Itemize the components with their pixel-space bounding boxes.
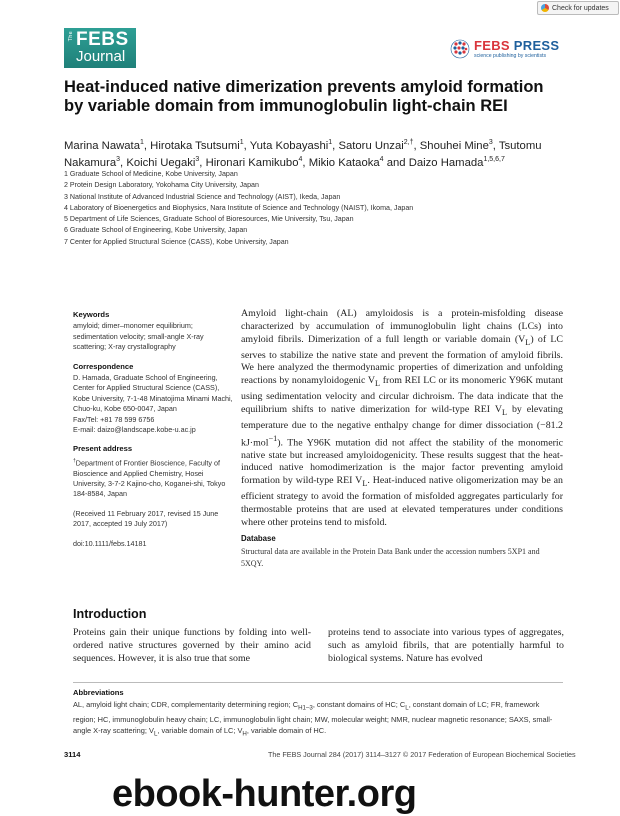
affiliation-item: 6 Graduate School of Engineering, Kobe University, Japan <box>64 226 248 235</box>
watermark: ebook-hunter.org <box>112 773 417 815</box>
database-heading: Database <box>241 534 276 543</box>
introduction-left-column: Proteins gain their unique functions by folding into well-ordered native structures governed by their amino acid sequences. However, it is also true that some <box>73 627 311 664</box>
press-name-febs: FEBS <box>474 38 510 53</box>
author-affiliation-sup: 2,† <box>403 139 414 146</box>
subscript: L <box>362 479 368 489</box>
author-name: Shouhei Mine <box>419 139 489 152</box>
abstract-text: by elevating temperature due to the negative enthalpy change for dimer dissociation (−81.2 kJ·mol <box>241 403 563 448</box>
author-affiliation-sup: 1 <box>239 139 244 146</box>
affiliation-item: 4 Laboratory of Bioenergetics and Biophysics, Nara Institute of Science and Technology (NAIST), Ikoma, Japan <box>64 203 414 212</box>
author-name: Mikio Kataoka <box>308 157 380 170</box>
abstract-text: ) of LC serves to stabilize the native state and prevent the formation of amyloid fibrils. We here analyzed the thermodynamic properties of dimerization and unfolding reactions by nonamyloidogenic V <box>241 333 563 387</box>
abbr-text: AL, amyloid light chain; CDR, complementarity determining region; C <box>73 700 299 709</box>
present-address-section <box>73 444 233 499</box>
check-for-updates-button[interactable] <box>537 1 619 15</box>
doi-section <box>73 539 233 549</box>
subscript: H <box>242 730 247 738</box>
author-name: Hironari Kamikubo <box>205 157 299 170</box>
keywords-text: amyloid; dimer–monomer equilibrium; sedimentation velocity; small-angle X-ray scattering; X-ray crystallography <box>73 321 204 352</box>
abbr-text: , constant domain of LC; FR, framework region; HC, immunoglobulin heavy chain; LC, immunoglobulin light chain; MW, molecular weight; NMR, nuclear magnetic resonance; SAXS, small-angle X-ray scattering; V <box>73 700 553 735</box>
logo-the: The <box>68 31 74 42</box>
press-name-press: PRESS <box>513 38 560 53</box>
author-name: Hirotaka Tsutsumi <box>150 139 240 152</box>
author-name: Yuta Kobayashi <box>249 139 329 152</box>
author-affiliation-sup: 1 <box>328 139 333 146</box>
abstract-text: Amyloid light-chain (AL) amyloidosis is a protein-misfolding disease characterized by accumulation of immunoglobulin light chains (LCs) into amyloid fibrils. Dimerization of a full length or variable domain (V <box>241 308 563 345</box>
author-affiliation-sup: 4 <box>298 156 303 164</box>
abstract <box>241 308 563 530</box>
febs-press-logo <box>450 38 560 62</box>
author-affiliation-sup: 1,5,6,7 <box>483 156 505 164</box>
abbreviations-heading: Abbreviations <box>73 688 124 697</box>
keywords-heading: Keywords <box>73 310 110 319</box>
abstract-text: . Heat-induced native oligomerization may be an efficient strategy to avoid the formation of misfolded aggregates particularly for thermostable proteins that are used at elevated temperatures under conditions where other proteins tend to misfold. <box>241 475 563 528</box>
subscript: L <box>405 704 409 712</box>
author-affiliation-sup: 4 <box>379 156 384 164</box>
abstract-text: ). The Y96K mutation did not affect the stability of the monomeric native state but increased amyloidogenicity. These results suggest that the heat-induced native homodimerization is the major factor preventing amyloid formation by wild-type REI V <box>241 436 563 487</box>
correspondence-email[interactable]: E-mail: daizo@landscape.kobe-u.ac.jp <box>73 425 196 435</box>
database-text: Structural data are available in the Protein Data Bank under the accession numbers 5XP1 and 5XQY. <box>241 547 540 568</box>
author-name: Daizo Hamada <box>408 157 484 170</box>
crossmark-icon <box>541 4 549 12</box>
dagger-mark: † <box>73 457 76 464</box>
check-for-updates-label: Check for updates <box>552 4 609 12</box>
febs-press-globe-icon <box>450 39 470 59</box>
subscript: L <box>375 379 381 389</box>
superscript: −1 <box>268 433 278 443</box>
abbr-text: , constant domains of HC; C <box>312 700 406 709</box>
history-section <box>73 509 233 530</box>
affiliation-item: 7 Center for Applied Structural Science (CASS), Kobe University, Japan <box>64 237 289 246</box>
present-address-text <box>73 456 233 500</box>
affiliation-item: 1 Graduate School of Medicine, Kobe University, Japan <box>64 170 238 178</box>
author-name: Koichi Uegaki <box>126 157 196 170</box>
author-name: Marina Nawata <box>64 139 140 152</box>
present-address-heading: Present address <box>73 444 133 454</box>
subscript: H1–3 <box>298 704 313 712</box>
correspondence-fax-tel: Fax/Tel: +81 78 599 6756 <box>73 414 155 424</box>
febs-journal-logo <box>64 28 136 68</box>
abbreviations-divider <box>73 682 563 683</box>
correspondence-address: D. Hamada, Graduate School of Engineering, Center for Applied Structural Science (CASS), Kobe University, 7-1-48 Minatojima Minami Machi, Chuo-ku, Kobe 650-0047, Japan <box>73 373 233 414</box>
article-title: Heat-induced native dimerization prevents amyloid formation by variable domain from immunoglobulin light-chain REI <box>64 78 544 115</box>
keywords-section <box>73 310 233 353</box>
introduction-heading: Introduction <box>73 607 147 621</box>
abbr-text: , variable domain of HC. <box>246 725 327 735</box>
affiliation-list <box>64 169 604 248</box>
logo-journal: Journal <box>76 48 126 65</box>
author-affiliation-sup: 3 <box>116 156 121 164</box>
subscript: L <box>153 730 158 738</box>
author-and: and <box>383 157 409 170</box>
affiliation-item: 2 Protein Design Laboratory, Yokohama City University, Japan <box>64 181 259 190</box>
abbreviations-text <box>73 699 563 740</box>
doi-link[interactable]: doi:10.1111/febs.14181 <box>73 538 147 548</box>
abstract-text: from REI LC or its monomeric Y96K mutant using sedimentation velocity and circular dichroism. The data indicate that the equilibrium shifts to native dimerization for wild-type REI V <box>241 375 564 415</box>
author-affiliation-sup: 1 <box>139 139 144 146</box>
introduction-right-column: proteins tend to associate into various types of aggregates, such as amyloid fibrils, that are potentially harmful to biological systems. Nature has evolved <box>328 627 564 664</box>
author-affiliation-sup: 3 <box>195 156 200 164</box>
affiliation-item: 5 Department of Life Sciences, Graduate School of Bioresources, Mie University, Tsu, Japan <box>64 215 354 224</box>
press-tagline: science publishing by scientists <box>474 53 547 59</box>
author-name: Satoru Unzai <box>338 139 404 152</box>
correspondence-section <box>73 362 233 436</box>
abbr-text: , variable domain of LC; V <box>157 725 243 735</box>
author-name: Tsutomu Nakamura <box>64 139 542 170</box>
present-address-body: Department of Frontier Bioscience, Faculty of Bioscience and Applied Chemistry, Hosei University, 3-7-2 Kajino-cho, Koganei-shi, Tokyo 184-8584, Japan <box>73 458 226 499</box>
subscript: L <box>525 337 531 347</box>
running-footer: The FEBS Journal 284 (2017) 3114–3127 © 2017 Federation of European Biochemical Societies <box>268 750 576 759</box>
subscript: L <box>501 407 508 417</box>
logo-febs: FEBS <box>76 29 129 50</box>
author-list: Marina Nawata$^1$, Hirotaka Tsutsumi$^1$, Yuta Kobayashi$^1$, Satoru Unzai$^{2,\dagger}$, Shouhei Mine$^3$, Tsutomu Nakamura$^3$, Koichi Uegaki$^3$, Hironari Kamikubo$^4$, Mikio Kataoka$^4$ and Daizo Hamada$^{1,5,6,7}$ <box>64 139 542 170</box>
received-dates: (Received 11 February 2017, revised 15 June 2017, accepted 19 July 2017) <box>73 508 219 529</box>
correspondence-heading: Correspondence <box>73 361 134 371</box>
author-affiliation-sup: 3 <box>488 139 493 146</box>
press-name <box>474 38 559 53</box>
affiliation-item: 3 National Institute of Advanced Industrial Science and Technology (AIST), Ikeda, Japan <box>64 192 341 201</box>
side-column <box>73 310 233 558</box>
page-number: 3114 <box>64 750 81 759</box>
